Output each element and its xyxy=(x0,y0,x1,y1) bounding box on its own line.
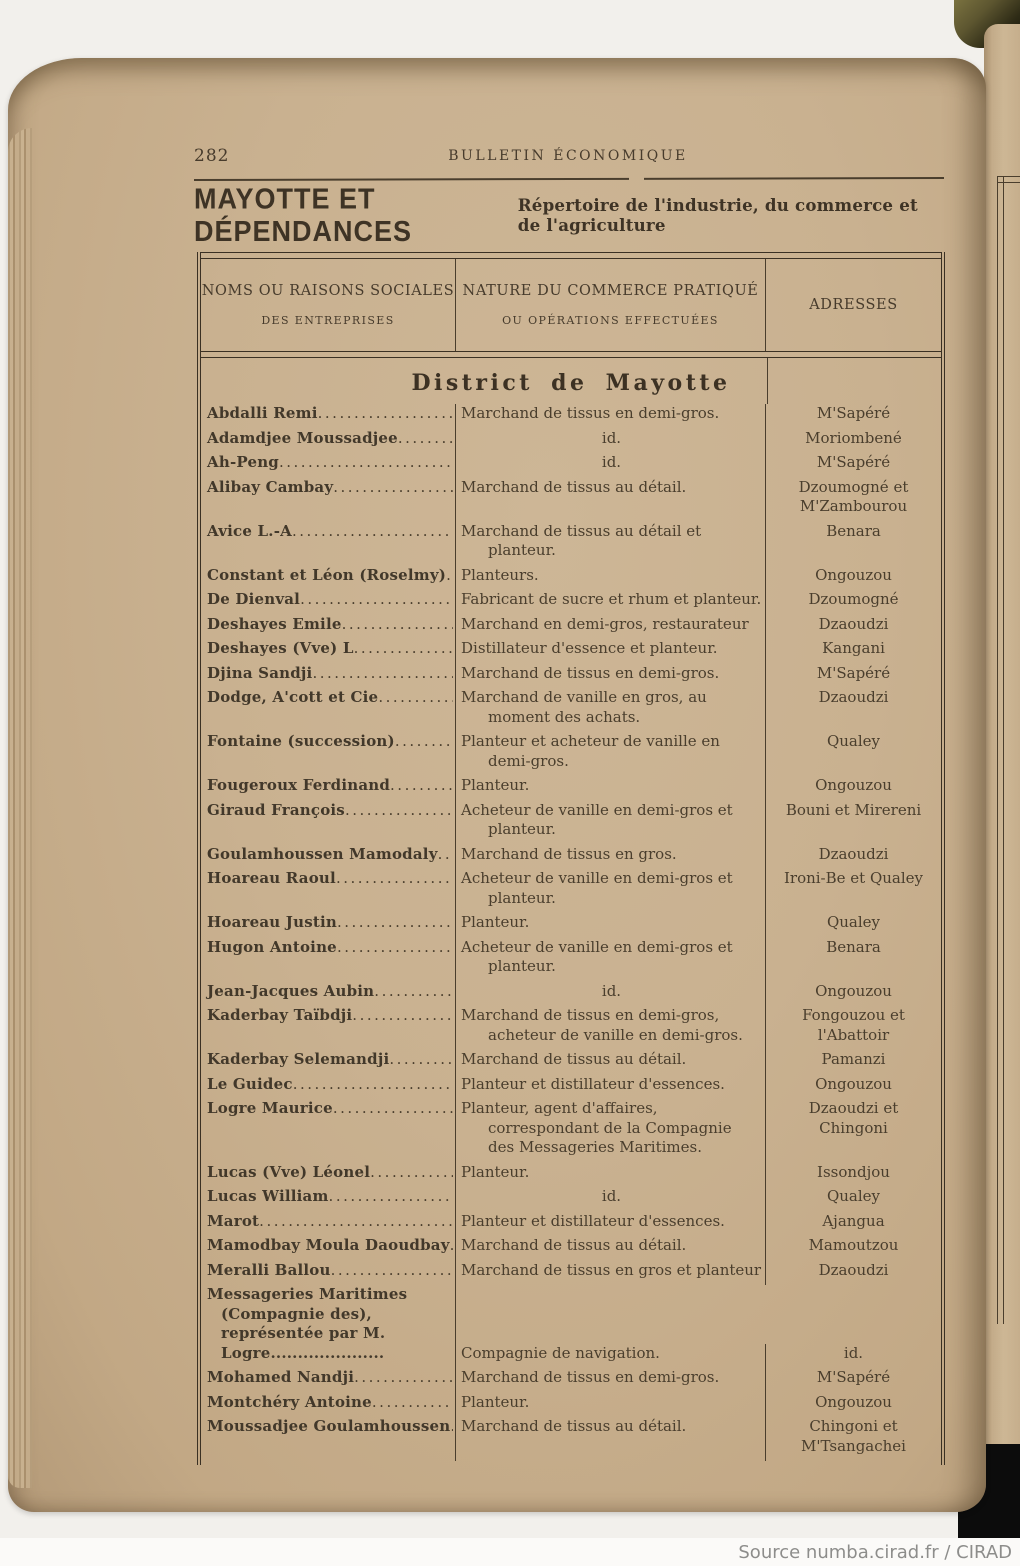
entry-name xyxy=(201,1163,456,1188)
entry-nature: id. xyxy=(456,1187,766,1212)
entry-name-text: Abdalli Remi xyxy=(207,404,318,422)
entry-name-text: Djina Sandji xyxy=(207,663,313,682)
entry-name-text: Fougeroux Ferdinand xyxy=(207,776,391,794)
entry-name-text: Deshayes Emile xyxy=(207,614,342,633)
table-row xyxy=(201,776,941,801)
entry-name-text: Hugon Antoine xyxy=(207,937,337,956)
entry-nature: id. xyxy=(456,982,766,1007)
entry-address: Pamanzi xyxy=(821,1050,886,1068)
table-row xyxy=(201,1393,941,1418)
table-row xyxy=(201,566,941,591)
entry-name-text: Kaderbay Taïbdji xyxy=(207,1006,353,1024)
scan-footer xyxy=(0,1538,1020,1566)
entry-address: M'Sapéré xyxy=(816,453,891,471)
entry-name xyxy=(201,1099,456,1163)
title-block xyxy=(194,183,946,248)
entry-address: Ironi-Be et Qualey xyxy=(783,869,924,887)
entry-address: Kangani xyxy=(822,639,885,657)
entry-name xyxy=(201,938,456,982)
journal-title: BULLETIN ÉCONOMIQUE xyxy=(448,148,688,164)
head-rule xyxy=(194,177,944,181)
entry-name-text: Dodge, A'cott et Cie xyxy=(207,688,379,706)
entry-name-text: Meralli Ballou xyxy=(207,1260,331,1279)
entry-nature: Marchand de tissus en demi-gros. xyxy=(456,664,766,689)
entry-address: Ongouzou xyxy=(815,565,892,584)
table-row xyxy=(201,1099,941,1163)
entry-address: M'Sapéré xyxy=(816,1368,891,1386)
entry-address: Ongouzou xyxy=(815,776,892,794)
entry-nature: Planteurs. xyxy=(456,566,766,591)
entry-name xyxy=(201,639,456,664)
entry-nature: Planteur, agent d'affaires, correspondant de la Compagnie des Messageries Maritimes. xyxy=(456,1099,766,1163)
leader-dots xyxy=(300,590,453,610)
leader-dots xyxy=(292,522,453,542)
entry-name-text: Hoareau Justin xyxy=(207,913,337,931)
leader-dots xyxy=(331,1261,453,1281)
leader-dots xyxy=(352,1006,453,1026)
entry-address: id. xyxy=(843,1343,864,1362)
table-row xyxy=(201,615,941,640)
entry-name xyxy=(201,590,456,615)
entry-name xyxy=(201,1050,456,1075)
entry-address: Fongouzou et l'Abattoir xyxy=(802,1006,905,1044)
entry-name: Messageries Maritimes (Compagnie des), représentée par M. Logre..................... xyxy=(201,1285,456,1368)
entry-nature: Marchand de tissus en demi-gros, acheteur de vanille en demi-gros. xyxy=(456,1006,766,1050)
table-row xyxy=(201,869,941,913)
leader-dots xyxy=(293,1075,453,1095)
region-title: MAYOTTE ET DÉPENDANCES xyxy=(194,183,413,248)
next-page-table-border xyxy=(997,176,1004,1324)
table-row xyxy=(201,688,941,732)
entry-name xyxy=(201,1187,456,1212)
table-row xyxy=(201,1236,941,1261)
entry-nature: Marchand de tissus au détail et planteur. xyxy=(456,522,766,566)
entry-name xyxy=(201,453,456,478)
table-row xyxy=(201,664,941,689)
entry-nature: Fabricant de sucre et rhum et planteur. xyxy=(456,590,766,615)
entry-name-text: De Dienval xyxy=(207,590,301,608)
entry-address: Ongouzou xyxy=(815,1074,892,1093)
entry-name xyxy=(201,1393,456,1418)
table-row xyxy=(201,801,941,845)
leader-dots xyxy=(312,664,453,684)
leader-dots xyxy=(337,938,453,958)
entry-address: Dzaoudzi xyxy=(818,844,889,863)
entry-address: Benara xyxy=(826,521,881,540)
entry-nature: Marchand de tissus en demi-gros. xyxy=(456,1368,766,1393)
entry-nature: Marchand de tissus en gros et planteur xyxy=(456,1261,766,1286)
entry-address: Qualey xyxy=(826,1187,881,1205)
entry-name-text: Fontaine (succession) xyxy=(207,732,395,750)
table-row xyxy=(201,453,941,478)
header-nature-line2: OU OPÉRATIONS EFFECTUÉES xyxy=(502,314,719,327)
entry-nature: id. xyxy=(456,429,766,454)
entry-nature: Planteur et distillateur d'essences. xyxy=(456,1075,766,1100)
section-heading-row xyxy=(201,358,941,404)
leader-dots xyxy=(370,1163,453,1183)
entry-nature: Marchand de tissus au détail. xyxy=(456,1236,766,1261)
entry-nature: Acheteur de vanille en demi-gros et planteur. xyxy=(456,938,766,982)
entry-name xyxy=(201,732,456,776)
page-number: 282 xyxy=(194,146,230,166)
table-row xyxy=(201,1285,941,1368)
table-row xyxy=(201,913,941,938)
entry-name-text: Constant et Léon (Roselmy) xyxy=(207,565,447,584)
entry-name xyxy=(201,776,456,801)
entry-name-text: Mamodbay Moula Daoudbay xyxy=(207,1236,450,1254)
entry-nature: Marchand de vanille en gros, au moment des achats. xyxy=(456,688,766,732)
leader-dots xyxy=(329,1187,453,1207)
next-page-table-border-top xyxy=(997,176,1020,183)
entry-name xyxy=(201,429,456,454)
table-row xyxy=(201,1212,941,1237)
leader-dots xyxy=(398,429,453,449)
page-stack-edge xyxy=(8,128,32,1488)
entry-address: Dzoumogné xyxy=(808,590,899,608)
entry-address: Issondjou xyxy=(817,1162,890,1181)
entry-nature: id. xyxy=(456,453,766,478)
entry-nature: Planteur. xyxy=(456,1393,766,1418)
table-row xyxy=(201,982,941,1007)
entry-name-text: Ah-Peng xyxy=(207,453,279,471)
entry-name xyxy=(201,1261,456,1286)
section-heading: District de Mayotte xyxy=(411,370,731,396)
entry-address: Ongouzou xyxy=(815,981,892,1000)
table-row xyxy=(201,639,941,664)
table-row xyxy=(201,404,941,429)
leader-dots xyxy=(372,1393,453,1413)
entry-name-text: Marot xyxy=(207,1211,260,1230)
leader-dots xyxy=(345,801,453,821)
entry-nature: Marchand de tissus au détail. xyxy=(456,478,766,522)
table-top-rule xyxy=(201,252,941,259)
header-names-line2: DES ENTREPRISES xyxy=(261,314,395,327)
header-names-line1: NOMS OU RAISONS SOCIALES xyxy=(201,283,455,299)
entry-name xyxy=(201,913,456,938)
entry-nature: Distillateur d'essence et planteur. xyxy=(456,639,766,664)
entry-address: Mamoutzou xyxy=(808,1236,899,1254)
leader-dots xyxy=(337,913,453,933)
table-row xyxy=(201,845,941,870)
entry-address: Bouni et Mirereni xyxy=(785,800,922,819)
entry-name xyxy=(201,688,456,732)
leader-dots xyxy=(446,566,453,586)
leader-dots xyxy=(390,776,453,796)
leader-dots xyxy=(333,478,453,498)
entry-name xyxy=(201,615,456,640)
leader-dots xyxy=(450,1236,453,1256)
table-body xyxy=(201,404,941,1465)
entry-nature: Planteur et acheteur de vanille en demi-gros. xyxy=(456,732,766,776)
entry-name-text: Adamdjee Moussadjee xyxy=(207,428,398,447)
running-head xyxy=(194,142,942,168)
entry-address: Dzaoudzi xyxy=(818,688,889,706)
next-page-edge xyxy=(984,24,1020,1444)
entry-name-text: Le Guidec xyxy=(207,1074,293,1093)
entry-nature: Planteur. xyxy=(456,776,766,801)
entry-name-text: Goulamhoussen Mamodaly xyxy=(207,844,438,863)
entry-nature: Marchand de tissus au détail. xyxy=(456,1050,766,1075)
entry-name xyxy=(201,801,456,845)
header-nature-line1: NATURE DU COMMERCE PRATIQUÉ xyxy=(462,283,759,299)
header-addresses-label: ADRESSES xyxy=(809,297,898,313)
entry-name-text: Montchéry Antoine xyxy=(207,1392,372,1411)
entry-name-text: Logre Maurice xyxy=(207,1099,333,1117)
entry-nature: Planteur. xyxy=(456,913,766,938)
table-row xyxy=(201,478,941,522)
entry-nature: Acheteur de vanille en demi-gros et planteur. xyxy=(456,801,766,845)
leader-dots xyxy=(333,1099,453,1119)
entry-address: M'Sapéré xyxy=(816,663,891,682)
leader-dots xyxy=(279,453,453,473)
table-header-row xyxy=(201,259,941,351)
entry-name-text: Lucas William xyxy=(207,1187,329,1205)
entry-name-text: Mohamed Nandji xyxy=(207,1368,355,1386)
scanned-page xyxy=(8,58,986,1512)
entry-address: Dzaoudzi et Chingoni xyxy=(808,1099,899,1137)
entry-name xyxy=(201,664,456,689)
leader-dots xyxy=(354,639,453,659)
entry-name xyxy=(201,404,456,429)
table-row xyxy=(201,1368,941,1393)
entry-nature: Planteur. xyxy=(456,1163,766,1188)
entry-name xyxy=(201,845,456,870)
table-row xyxy=(201,732,941,776)
leader-dots xyxy=(438,845,453,865)
entry-nature: Marchand de tissus au détail. xyxy=(456,1417,766,1461)
table-row xyxy=(201,1050,941,1075)
entry-nature: Planteur et distillateur d'essences. xyxy=(456,1212,766,1237)
header-names-column xyxy=(201,259,456,351)
leader-dots xyxy=(389,1050,453,1070)
directory-table xyxy=(197,252,945,1465)
entry-address: Dzoumogné et M'Zambourou xyxy=(798,477,909,515)
source-credit: Source numba.cirad.fr / CIRAD xyxy=(738,1541,1012,1563)
entry-name xyxy=(201,522,456,566)
entry-name-text: Deshayes (Vve) L xyxy=(207,639,354,657)
entry-nature: Marchand de tissus en demi-gros. xyxy=(456,404,766,429)
entry-name-text: Avice L.-A xyxy=(207,521,292,540)
leader-dots xyxy=(450,1417,453,1437)
table-row xyxy=(201,590,941,615)
table-row xyxy=(201,1075,941,1100)
entry-address: Benara xyxy=(826,937,881,956)
entry-name xyxy=(201,1368,456,1393)
entry-name xyxy=(201,982,456,1007)
leader-dots xyxy=(318,404,453,424)
entry-name xyxy=(201,478,456,522)
directory-subject-title: Répertoire de l'industrie, du commerce et de l'agriculture xyxy=(517,196,919,236)
table-row xyxy=(201,1187,941,1212)
leader-dots xyxy=(374,982,453,1002)
entry-address: Dzaoudzi xyxy=(818,614,889,633)
table-header-bottom-rule xyxy=(201,351,941,358)
entry-nature: Compagnie de navigation. xyxy=(456,1344,766,1369)
table-row xyxy=(201,1006,941,1050)
entry-name xyxy=(201,1006,456,1050)
entry-name xyxy=(201,566,456,591)
entry-nature: Marchand en demi-gros, restaurateur xyxy=(456,615,766,640)
table-row xyxy=(201,522,941,566)
leader-dots xyxy=(354,1368,453,1388)
entry-address: M'Sapéré xyxy=(816,404,891,422)
entry-address: Qualey xyxy=(826,913,881,931)
table-row xyxy=(201,938,941,982)
entry-name-text: Alibay Cambay xyxy=(207,477,334,496)
table-row xyxy=(201,1417,941,1461)
entry-address: Ongouzou xyxy=(815,1392,892,1411)
entry-address: Qualey xyxy=(826,732,881,750)
leader-dots xyxy=(342,615,453,635)
entry-name xyxy=(201,1212,456,1237)
header-nature-column xyxy=(456,259,766,351)
entry-name xyxy=(201,1417,456,1461)
entry-nature: Acheteur de vanille en demi-gros et planteur. xyxy=(456,869,766,913)
entry-address: Dzaoudzi xyxy=(818,1260,889,1279)
entry-name xyxy=(201,869,456,913)
entry-name-text: Moussadjee Goulamhoussen xyxy=(207,1417,451,1435)
entry-address: Chingoni et M'Tsangachei xyxy=(801,1417,906,1455)
leader-dots xyxy=(336,869,453,889)
entry-name-text: Kaderbay Selemandji xyxy=(207,1050,390,1068)
leader-dots xyxy=(259,1212,453,1232)
table-row xyxy=(201,1163,941,1188)
table-row xyxy=(201,429,941,454)
entry-name xyxy=(201,1075,456,1100)
entry-address: Ajangua xyxy=(822,1211,885,1230)
table-row xyxy=(201,1261,941,1286)
entry-name-text: Jean-Jacques Aubin xyxy=(207,981,375,1000)
header-addresses-column xyxy=(766,259,941,351)
entry-name-text: Giraud François xyxy=(207,800,345,819)
entry-address: Moriombené xyxy=(805,428,902,447)
leader-dots xyxy=(378,688,453,708)
entry-name xyxy=(201,1236,456,1261)
leader-dots xyxy=(395,732,453,752)
entry-name-text: Hoareau Raoul xyxy=(207,869,336,887)
entry-name-text: Lucas (Vve) Léonel xyxy=(207,1162,371,1181)
entry-nature: Marchand de tissus en gros. xyxy=(456,845,766,870)
